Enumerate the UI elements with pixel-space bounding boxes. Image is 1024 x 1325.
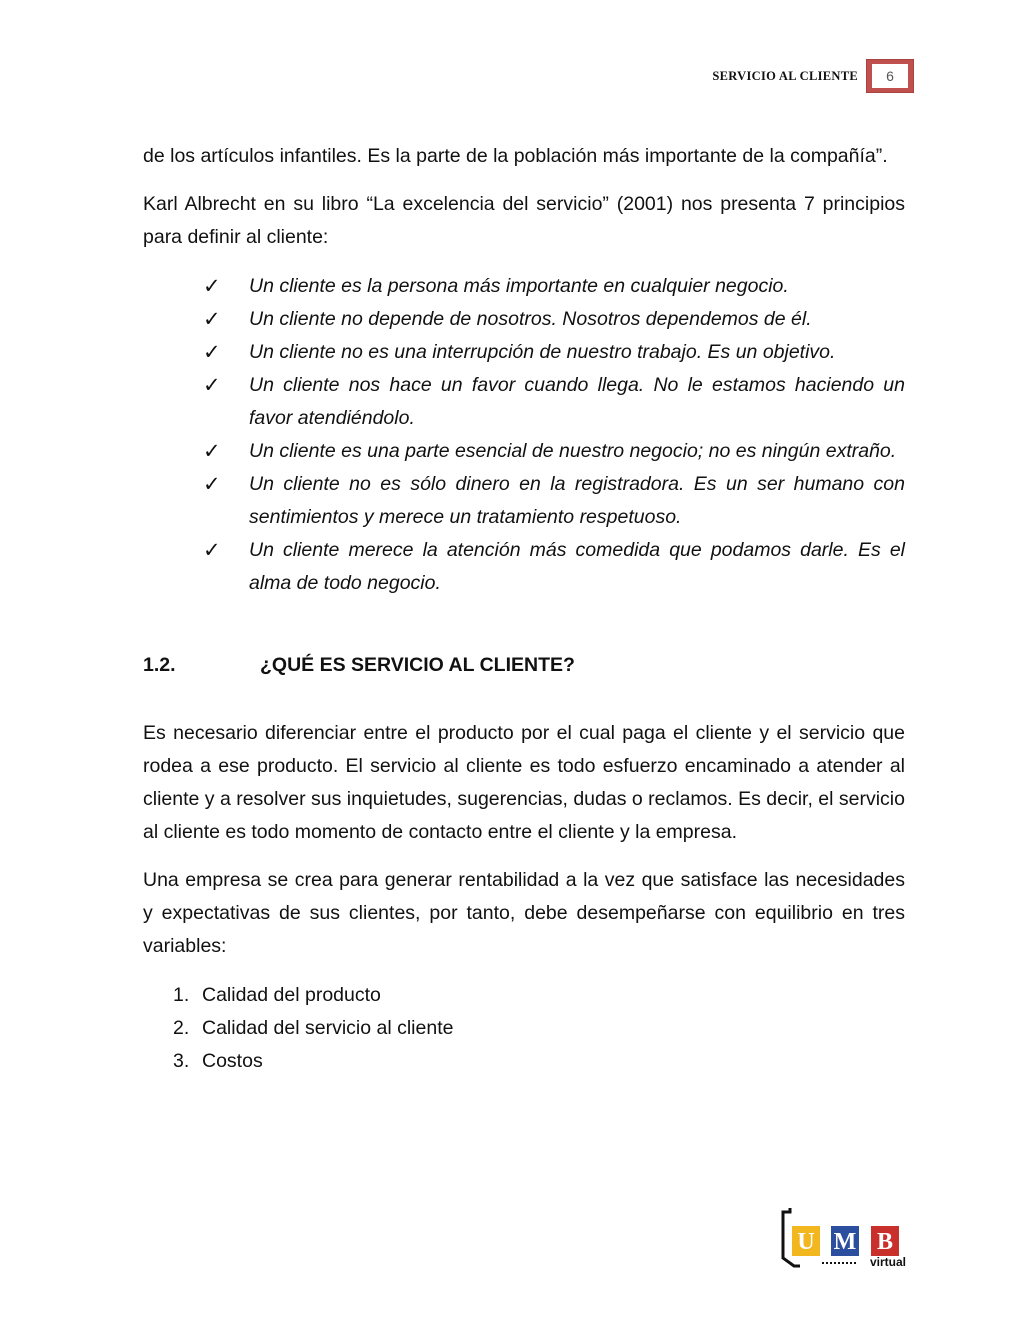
list-item-text: Un cliente no es sólo dinero en la registradora. Es un ser humano con sentimientos y merece un tratamiento respetuoso. <box>249 473 905 528</box>
check-icon: ✓ <box>203 440 221 463</box>
page-number: 6 <box>872 64 908 88</box>
intro-paragraph: Karl Albrecht en su libro “La excelencia del servicio” (2001) nos presenta 7 principios para definir al cliente: <box>143 193 905 248</box>
intro-paragraph: de los artículos infantiles. Es la parte de la población más importante de la compañía”. <box>143 145 888 167</box>
list-item <box>143 468 905 534</box>
list-item-text: Un cliente merece la atención más comedida que podamos darle. Es el alma de todo negocio. <box>249 539 905 594</box>
list-item <box>143 270 905 303</box>
section-heading <box>143 649 905 682</box>
check-icon: ✓ <box>203 341 221 364</box>
principles-list <box>143 270 905 600</box>
list-item <box>143 303 905 336</box>
logo-letter-u: U <box>797 1229 815 1255</box>
list-item-text: Costos <box>202 1050 263 1072</box>
list-item <box>143 1045 905 1078</box>
list-item-number: 3. <box>173 1050 190 1072</box>
list-item <box>143 369 905 435</box>
list-item <box>143 534 905 600</box>
section-paragraph: Es necesario diferenciar entre el producto por el cual paga el cliente y el servicio que rodea a ese producto. El servicio al cliente es todo esfuerzo encaminado a atender al cliente y a resolver sus inquietudes, sugerencias, dudas o reclamos. Es decir, el servicio al cliente es todo momento de contacto entre el cliente y la empresa. <box>143 722 905 843</box>
list-item-text: Calidad del producto <box>202 984 381 1006</box>
list-item-text: Calidad del servicio al cliente <box>202 1017 454 1039</box>
list-item-text: Un cliente nos hace un favor cuando llega. No le estamos haciendo un favor atendiéndolo. <box>249 374 905 429</box>
logo-tagline: virtual <box>869 1255 906 1268</box>
list-item-text: Un cliente no depende de nosotros. Nosotros dependemos de él. <box>249 308 812 330</box>
section-number: 1.2. <box>143 654 176 676</box>
list-item-text: Un cliente no es una interrupción de nuestro trabajo. Es un objetivo. <box>249 341 836 363</box>
list-item <box>143 979 905 1012</box>
variables-list <box>143 979 905 1078</box>
section-paragraph: Una empresa se crea para generar rentabilidad a la vez que satisface las necesidades y expectativas de sus clientes, por tanto, debe desempeñarse con equilibrio en tres variables: <box>143 869 905 957</box>
check-icon: ✓ <box>203 473 221 496</box>
umb-virtual-logo <box>780 1206 910 1268</box>
check-icon: ✓ <box>203 539 221 562</box>
list-item-text: Un cliente es la persona más importante en cualquier negocio. <box>249 275 789 297</box>
list-item-number: 2. <box>173 1017 190 1039</box>
logo-letter-b: B <box>876 1229 894 1255</box>
list-item <box>143 1012 905 1045</box>
page-content <box>143 140 905 1078</box>
section-body <box>143 717 905 1078</box>
page-number-badge <box>866 59 914 93</box>
check-icon: ✓ <box>203 275 221 298</box>
list-item-number: 1. <box>173 984 190 1006</box>
logo-letter-m: M <box>833 1229 857 1255</box>
list-item-text: Un cliente es una parte esencial de nuestro negocio; no es ningún extraño. <box>249 440 897 462</box>
header-title: SERVICIO AL CLIENTE <box>712 69 858 83</box>
check-icon: ✓ <box>203 308 221 331</box>
list-item <box>143 336 905 369</box>
check-icon: ✓ <box>203 374 221 397</box>
section-title: ¿QUÉ ES SERVICIO AL CLIENTE? <box>260 654 575 676</box>
list-item <box>143 435 905 468</box>
